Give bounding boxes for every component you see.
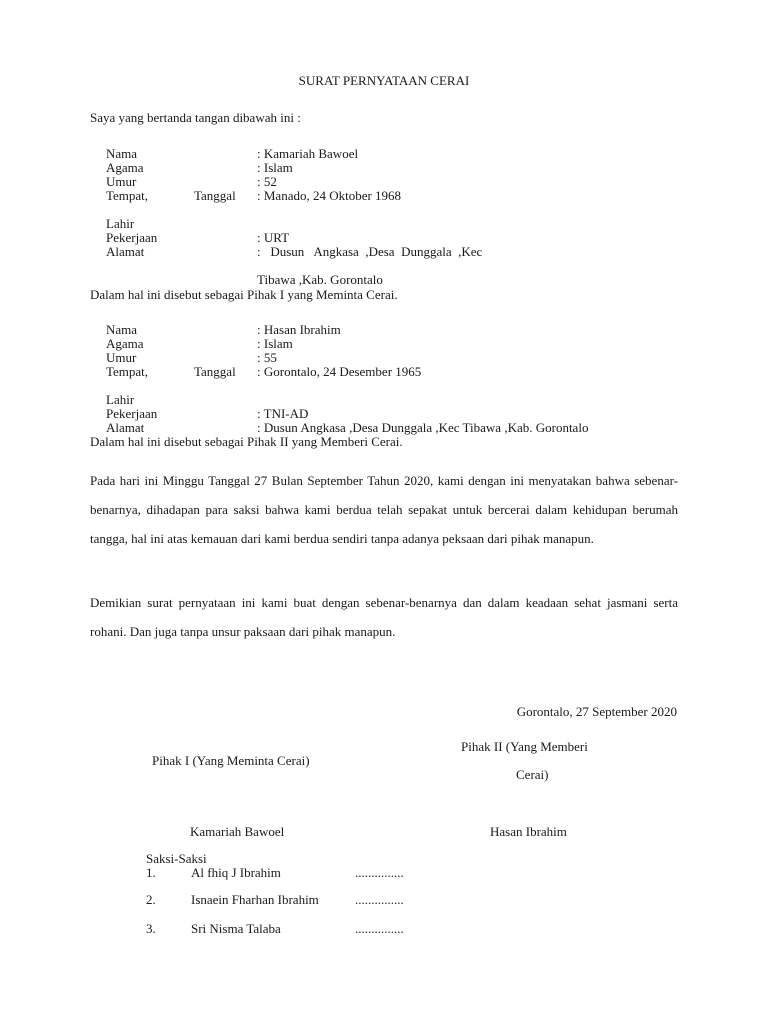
witness-number: 2. (146, 892, 156, 907)
label-alamat: Alamat (106, 420, 145, 435)
label-tanggal: Tanggal (194, 188, 236, 203)
value-alamat: : Dusun Angkasa ,Desa Dunggala ,Kec (257, 244, 483, 259)
party2-note: Dalam hal ini disebut sebagai Pihak II yang Memberi Cerai. (90, 434, 403, 449)
party2-sign-title: Pihak II (Yang Memberi (461, 739, 588, 754)
label-pekerjaan: Pekerjaan (106, 230, 158, 245)
closing-paragraph: Demikian surat pernyataan ini kami buat dengan sebenar-benarnya dan dalam keadaan sehat jasmani serta rohani. Dan juga tanpa unsur paksaan dari pihak manapun. (90, 595, 678, 639)
intro-text: Saya yang bertanda tangan dibawah ini : (90, 110, 301, 125)
party2-sign-name: Hasan Ibrahim (490, 824, 567, 839)
value-pekerjaan: : URT (257, 230, 290, 245)
place-date: Gorontalo, 27 September 2020 (516, 704, 677, 719)
statement-paragraph: Pada hari ini Minggu Tanggal 27 Bulan September Tahun 2020, kami dengan ini menyatakan bahwa sebenar-benarnya, dihadapan para saksi bahwa kami berdua telah sepakat untuk bercerai dalam kehidupan berumah tangga, hal ini atas kemauan dari kami berdua sendiri tanpa adanya peksaan dari pihak manapun. (90, 473, 678, 546)
party1-sign-title: Pihak I (Yang Meminta Cerai) (152, 753, 310, 768)
label-nama: Nama (106, 146, 138, 161)
value-nama: : Kamariah Bawoel (257, 146, 359, 161)
party1-sign-name: Kamariah Bawoel (190, 824, 285, 839)
witness-signature-dots: ............... (355, 865, 404, 880)
witness-name: Al fhiq J Ibrahim (191, 865, 281, 880)
value-ttl: : Manado, 24 Oktober 1968 (257, 188, 402, 203)
label-agama: Agama (106, 336, 144, 351)
document-title: SURAT PERNYATAAN CERAI (298, 73, 470, 88)
witness-number: 3. (146, 921, 156, 936)
witness-name: Sri Nisma Talaba (191, 921, 281, 936)
witness-signature-dots: ............... (355, 921, 404, 936)
label-tanggal: Tanggal (194, 364, 236, 379)
witness-heading: Saksi-Saksi (146, 851, 207, 866)
label-pekerjaan: Pekerjaan (106, 406, 158, 421)
value-agama: : Islam (257, 160, 293, 175)
label-lahir: Lahir (106, 216, 135, 231)
witness-name: Isnaein Fharhan Ibrahim (191, 892, 319, 907)
party1-note: Dalam hal ini disebut sebagai Pihak I yang Meminta Cerai. (90, 287, 398, 302)
witness-number: 1. (146, 865, 156, 880)
label-agama: Agama (106, 160, 144, 175)
value-umur: : 55 (257, 350, 277, 365)
value-ttl: : Gorontalo, 24 Desember 1965 (257, 364, 422, 379)
label-tempat: Tempat, (106, 188, 149, 203)
value-nama: : Hasan Ibrahim (257, 322, 341, 337)
value-agama: : Islam (257, 336, 293, 351)
value-alamat: : Dusun Angkasa ,Desa Dunggala ,Kec Tibawa ,Kab. Gorontalo (257, 420, 589, 435)
party2-sign-title-cont: Cerai) (516, 767, 549, 782)
value-pekerjaan: : TNI-AD (257, 406, 309, 421)
label-alamat: Alamat (106, 244, 145, 259)
witness-signature-dots: ............... (355, 892, 404, 907)
label-tempat: Tempat, (106, 364, 149, 379)
label-lahir: Lahir (106, 392, 135, 407)
label-umur: Umur (106, 174, 137, 189)
value-alamat-cont: Tibawa ,Kab. Gorontalo (257, 272, 383, 287)
label-umur: Umur (106, 350, 137, 365)
label-nama: Nama (106, 322, 138, 337)
value-umur: : 52 (257, 174, 277, 189)
